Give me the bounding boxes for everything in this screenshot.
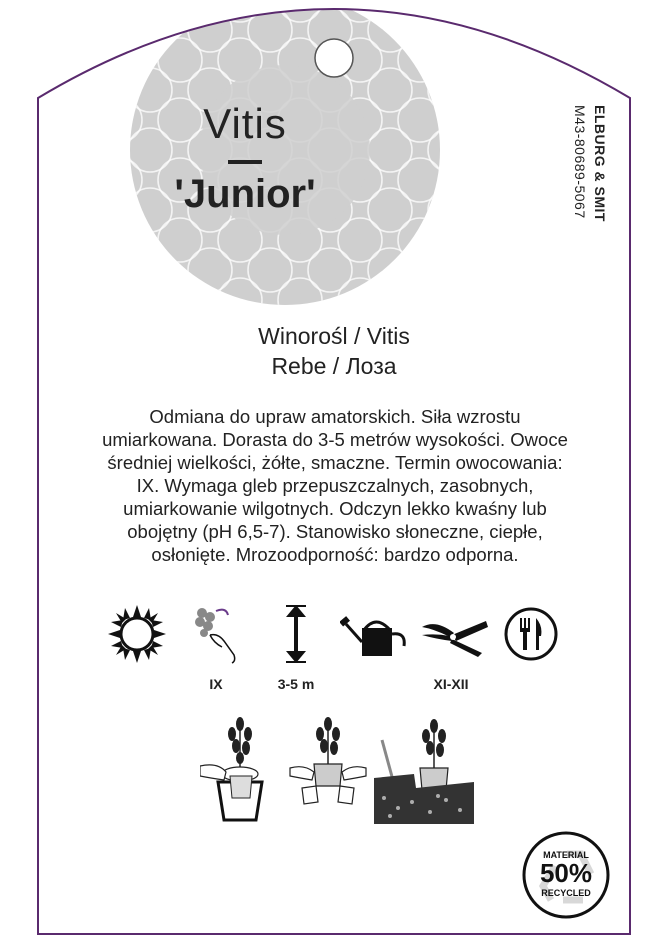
title-divider bbox=[228, 160, 262, 164]
planting-in-ground-icon bbox=[374, 712, 474, 824]
product-code: M43-80689-5067 bbox=[572, 105, 588, 219]
root-loosening-icon bbox=[288, 710, 368, 810]
sun-icon bbox=[108, 605, 166, 663]
common-names-line-1: Winorośl / Vitis bbox=[258, 323, 410, 349]
description-line: Odmiana do upraw amatorskich. Siła wzrostu bbox=[149, 406, 521, 427]
brand-name: ELBURG & SMIT bbox=[592, 105, 608, 222]
badge-bottom-text: RECYCLED bbox=[541, 888, 591, 898]
height-label: 3-5 m bbox=[277, 676, 315, 692]
height-arrow-icon bbox=[284, 605, 308, 663]
watering-can-icon bbox=[340, 612, 410, 658]
fork-knife-icon bbox=[503, 606, 559, 662]
description-line: osłonięte. Mrozoodporność: bardzo odporna. bbox=[151, 544, 519, 565]
hanging-hole bbox=[315, 39, 353, 77]
recycled-badge bbox=[521, 830, 611, 920]
description-line: średniej wielkości, żółte, smaczne. Termin owocowania: bbox=[107, 452, 563, 473]
description-line: obojętny (pH 6,5-7). Stanowisko słoneczne, ciepłe, bbox=[127, 521, 543, 542]
description-line: IX. Wymaga gleb przepuszczalnych, zasobnych, bbox=[136, 475, 534, 496]
description bbox=[60, 405, 610, 566]
pot-removal-icon bbox=[200, 710, 280, 825]
badge-percent: 50% bbox=[539, 858, 593, 888]
fruit-hand-icon bbox=[188, 603, 244, 665]
fruiting-month-label: IX bbox=[209, 676, 223, 692]
description-line: umiarkowanie wilgotnych. Odczyn lekko kwaśny lub bbox=[123, 498, 547, 519]
cultivar-title: 'Junior' bbox=[174, 172, 316, 216]
common-names-line-2: Rebe / Лоза bbox=[271, 353, 397, 379]
pruning-shears-icon bbox=[420, 617, 490, 657]
badge-top-text: MATERIAL bbox=[543, 850, 589, 860]
genus-title: Vitis bbox=[203, 100, 287, 147]
pruning-months-label: XI-XII bbox=[433, 676, 469, 692]
description-line: umiarkowana. Dorasta do 3-5 metrów wysokości. Owoce bbox=[102, 429, 568, 450]
